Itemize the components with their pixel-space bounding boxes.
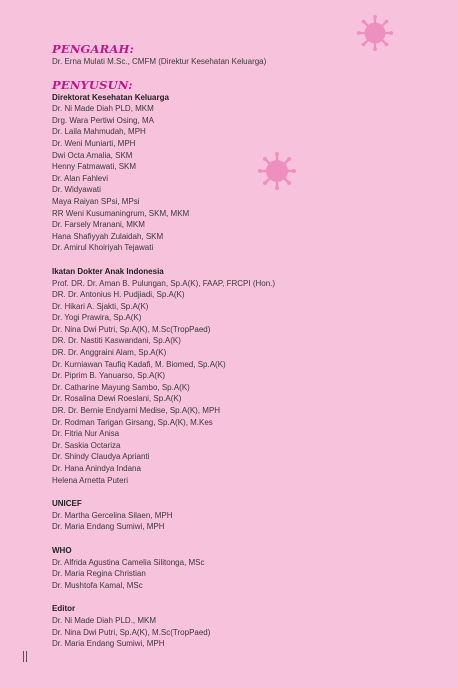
contributor-name: DR. Dr. Anggraini Alam, Sp.A(K) (52, 348, 167, 358)
contributor-name: Dwi Octa Amalia, SKM (52, 150, 133, 160)
penyusun-groups (52, 92, 432, 650)
contributor-name: Dr. Catharine Mayung Sambo, Sp.A(K) (52, 382, 190, 392)
contributor-name: Helena Arnetta Puteri (52, 475, 129, 485)
contributor-name: DR. Dr. Bernie Endyarni Medise, Sp.A(K), MPH (52, 406, 221, 416)
contributor-name: Dr. Saskia Octariza (52, 440, 121, 450)
contributor-name: Dr. Maria Endang Sumiwi, MPH (52, 639, 165, 649)
contributor-name: Dr. Widyawati (52, 185, 101, 195)
contributor-name: RR Weni Kusumaningrum, SKM, MKM (52, 208, 190, 218)
pengarah-name: Dr. Erna Mulati M.Sc., CMFM (Direktur Kesehatan Keluarga) (52, 57, 267, 66)
contributor-name: Dr. Hana Anindya Indana (52, 464, 141, 473)
contributor-name: Dr. Fitria Nur Anisa (52, 429, 120, 439)
contributor-name: Drg. Wara Pertiwi Osing, MA (52, 115, 154, 125)
group-title: UNICEF (52, 499, 82, 509)
pengarah-heading: PENGARAH: (52, 42, 135, 56)
contributor-name: Dr. Maria Regina Christian (52, 569, 146, 579)
contributor-name: Dr. Weni Muniarti, MPH (52, 138, 136, 148)
group-title: Direktorat Kesehatan Keluarga (52, 92, 169, 102)
contributor-name: Prof. DR. Dr. Aman B. Pulungan, Sp.A(K), FAAP, FRCPI (Hon.) (52, 278, 276, 288)
contributor-name: Dr. Rosalina Dewi Roeslani, Sp.A(K) (52, 394, 182, 404)
contributor-name: Dr. Rodman Tarigan Girsang, Sp.A(K), M.Kes (52, 417, 213, 427)
contributor-name: Hana Shafiyyah Zulaidah, SKM (52, 231, 164, 241)
contributor-name: Dr. Alfrida Agustina Camelia Silitonga, MSc (52, 557, 205, 567)
contributor-name: Dr. Piprim B. Yanuarso, Sp.A(K) (52, 371, 166, 381)
contributor-name: DR. Dr. Antonius H. Pudjiadi, Sp.A(K) (52, 290, 185, 300)
contributor-name: Dr. Alan Fahlevi (52, 173, 109, 183)
penyusun-heading: PENYUSUN: (52, 77, 133, 92)
contributor-name: Dr. Shindy Claudya Aprianti (52, 452, 150, 462)
contributor-name: Dr. Hikari A. Sjakti, Sp.A(K) (52, 301, 149, 311)
contributor-name: Dr. Kurniawan Taufiq Kadafi, M. Biomed, Sp.A(K) (52, 359, 226, 369)
contributor-name: Dr. Nina Dwi Putri, Sp.A(K), M.Sc(TropPaed) (52, 627, 211, 637)
contributor-name: Dr. Amirul Khoiriyah Tejawati (52, 243, 154, 253)
group-title: Ikatan Dokter Anak Indonesia (52, 266, 164, 276)
contributor-name: Dr. Farsely Mranani, MKM (52, 220, 145, 230)
contributor-name: Maya Raiyan SPsi, MPsi (52, 196, 140, 206)
contributor-name: DR. Dr. Nastiti Kaswandani, Sp.A(K) (52, 336, 181, 346)
contributor-name: Dr. Nina Dwi Putri, Sp.A(K), M.Sc(TropPaed) (52, 324, 211, 334)
credits-page (52, 42, 432, 650)
page-number-mark (23, 651, 27, 662)
group-title: Editor (52, 604, 76, 614)
contributor-name: Dr. Laila Mahmudah, MPH (52, 127, 146, 137)
contributor-name: Dr. Maria Endang Sumiwi, MPH (52, 522, 165, 532)
group-title: WHO (52, 545, 72, 555)
contributor-name: Dr. Yogi Prawira, Sp.A(K) (52, 313, 142, 323)
contributor-name: Dr. Mushtofa Kamal, MSc (52, 580, 143, 590)
contributor-name: Henny Fatmawati, SKM (52, 162, 137, 172)
contributor-name: Dr. Ni Made Diah PLD., MKM (52, 615, 157, 625)
contributor-name: Dr. Martha Gercelina Silaen, MPH (52, 510, 173, 520)
contributor-name: Dr. Ni Made Diah PLD, MKM (52, 104, 154, 114)
